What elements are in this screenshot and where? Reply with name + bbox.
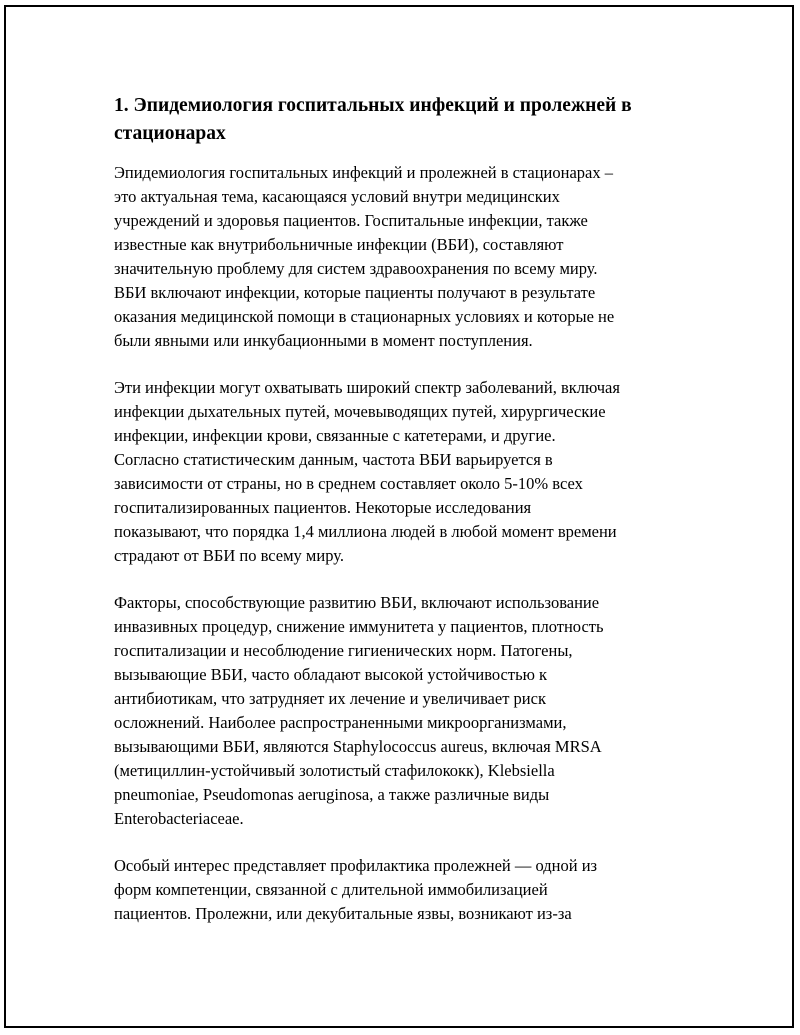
text-line: госпитализированных пациентов. Некоторые исследования: [114, 498, 532, 517]
text-line: Эти инфекции могут охватывать широкий спектр заболеваний, включая: [114, 378, 620, 397]
text-line: учреждений и здоровья пациентов. Госпитальные инфекции, также: [114, 211, 588, 230]
text-line: это актуальная тема, касающаяся условий внутри медицинских: [114, 187, 560, 206]
text-line: Согласно статистическим данным, частота ВБИ варьируется в: [114, 450, 553, 469]
text-line: были явными или инкубационными в момент поступления.: [114, 331, 533, 350]
text-line: значительную проблему для систем здравоохранения по всему миру.: [114, 259, 598, 278]
text-line: инфекции, инфекции крови, связанные с катетерами, и другие.: [114, 426, 556, 445]
text-line: ВБИ включают инфекции, которые пациенты получают в результате: [114, 283, 596, 302]
paragraph-4: [114, 854, 690, 926]
text-line: антибиотикам, что затрудняет их лечение и увеличивает риск: [114, 689, 546, 708]
text-line: форм компетенции, связанной с длительной иммобилизацией: [114, 880, 548, 899]
paragraph-3: [114, 591, 690, 831]
text-line: инфекции дыхательных путей, мочевыводящих путей, хирургические: [114, 402, 606, 421]
text-line: (метициллин-устойчивый золотистый стафилококк), Klebsiella: [114, 761, 555, 780]
text-line: вызывающими ВБИ, являются Staphylococcus aureus, включая MRSA: [114, 737, 602, 756]
text-line: Особый интерес представляет профилактика пролежней — одной из: [114, 856, 598, 875]
text-line: Enterobacteriaceae.: [114, 809, 244, 828]
text-line: показывают, что порядка 1,4 миллиона людей в любой момент времени: [114, 522, 617, 541]
text-line: зависимости от страны, но в среднем составляет около 5-10% всех: [114, 474, 583, 493]
text-line: пациентов. Пролежни, или декубитальные язвы, возникают из-за: [114, 904, 572, 923]
paragraph-2: [114, 376, 690, 568]
text-line: pneumoniae, Pseudomonas aeruginosa, а также различные виды: [114, 785, 550, 804]
text-line: Эпидемиология госпитальных инфекций и пролежней в стационарах –: [114, 163, 613, 182]
text-line: госпитализации и несоблюдение гигиенических норм. Патогены,: [114, 641, 573, 660]
heading-line: 1. Эпидемиология госпитальных инфекций и пролежней в: [114, 95, 632, 116]
paragraph-1: [114, 161, 690, 353]
heading-line: стационарах: [114, 123, 226, 144]
text-line: инвазивных процедур, снижение иммунитета у пациентов, плотность: [114, 617, 604, 636]
text-line: оказания медицинской помощи в стационарных условиях и которые не: [114, 307, 615, 326]
document-body: [114, 92, 690, 949]
text-line: вызывающие ВБИ, часто обладают высокой устойчивостью к: [114, 665, 548, 684]
text-line: Факторы, способствующие развитию ВБИ, включают использование: [114, 593, 600, 612]
text-line: известные как внутрибольничные инфекции (ВБИ), составляют: [114, 235, 564, 254]
section-heading: [114, 92, 690, 148]
text-line: осложнений. Наиболее распространенными микроорганизмами,: [114, 713, 567, 732]
text-line: страдают от ВБИ по всему миру.: [114, 546, 344, 565]
